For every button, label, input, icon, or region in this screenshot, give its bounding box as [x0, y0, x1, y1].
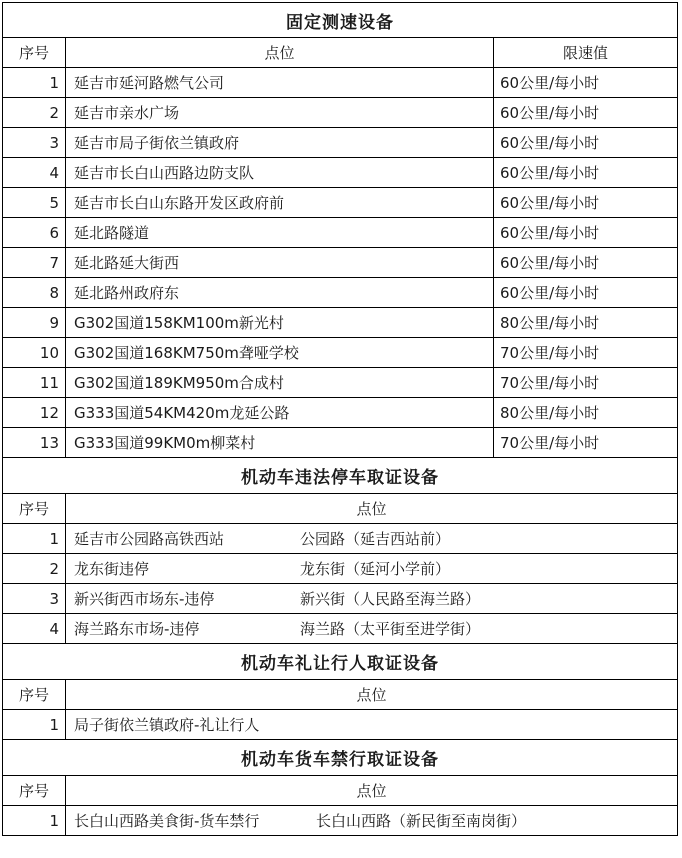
- location-name: 延吉市公园路高铁西站: [74, 530, 225, 548]
- speed-table-row: [2, 248, 678, 278]
- row-location: G302国道189KM950m合成村: [66, 368, 494, 397]
- truck-header-loc: 点位: [356, 782, 387, 800]
- truck-title-text: 机动车货车禁行取证设备: [241, 750, 439, 770]
- row-index: 7: [3, 248, 66, 277]
- yield-table-row: [2, 710, 678, 740]
- row-index: 2: [3, 98, 66, 127]
- truck-header-row: [2, 776, 678, 806]
- row-index: 4: [3, 614, 66, 643]
- row-index: 3: [3, 128, 66, 157]
- parking-section-title: [2, 458, 678, 494]
- parking-table-row: [2, 554, 678, 584]
- speed-title-text: 固定测速设备: [286, 12, 394, 33]
- road-segment: 龙东街（延河小学前）: [300, 560, 451, 578]
- speed-table-row: [2, 398, 678, 428]
- row-index: 1: [3, 68, 66, 97]
- row-location: G333国道54KM420m龙延公路: [66, 398, 494, 427]
- row-speed-limit: 60公里/每小时: [500, 254, 600, 272]
- row-speed-limit: 60公里/每小时: [500, 134, 600, 152]
- speed-table-row: [2, 218, 678, 248]
- speed-table-row: [2, 278, 678, 308]
- row-index: 11: [3, 368, 66, 397]
- location-name: 长白山西路美食街-货车禁行: [74, 812, 260, 830]
- yield-header-idx: 序号: [3, 680, 66, 709]
- location-name: 新兴街西市场东-违停: [74, 590, 215, 608]
- road-segment: 长白山西路（新民街至南岗街）: [316, 812, 527, 830]
- row-location: 延吉市延河路燃气公司: [66, 68, 494, 97]
- row-location: [66, 584, 677, 613]
- speed-table-row: [2, 188, 678, 218]
- row-location: 延吉市长白山西路边防支队: [66, 158, 494, 187]
- truck-table-body: [2, 806, 678, 836]
- row-index: 10: [3, 338, 66, 367]
- row-location: 延北路隧道: [66, 218, 494, 247]
- row-location: 延吉市亲水广场: [66, 98, 494, 127]
- row-location: [66, 614, 677, 643]
- parking-header-idx: 序号: [3, 494, 66, 523]
- speed-table-row: [2, 68, 678, 98]
- truck-header-idx: 序号: [3, 776, 66, 805]
- parking-table-row: [2, 614, 678, 644]
- yield-title-text: 机动车礼让行人取证设备: [241, 654, 439, 674]
- row-location: [66, 524, 677, 553]
- parking-table-row: [2, 524, 678, 554]
- row-index: 5: [3, 188, 66, 217]
- row-speed-limit: 60公里/每小时: [500, 284, 600, 302]
- truck-table-row: [2, 806, 678, 836]
- row-location: G302国道158KM100m新光村: [66, 308, 494, 337]
- speed-header-limit: 限速值: [562, 44, 608, 62]
- row-location: [66, 554, 677, 583]
- parking-table-body: [2, 524, 678, 644]
- speed-table-body: [2, 68, 678, 458]
- row-speed-limit: 60公里/每小时: [500, 194, 600, 212]
- location-name: 局子街依兰镇政府-礼让行人: [74, 716, 260, 734]
- yield-header-row: [2, 680, 678, 710]
- row-index: 2: [3, 554, 66, 583]
- row-index: 1: [3, 710, 66, 739]
- parking-header-loc: 点位: [356, 500, 387, 518]
- yield-header-loc: 点位: [356, 686, 387, 704]
- speed-table-row: [2, 338, 678, 368]
- parking-title-text: 机动车违法停车取证设备: [241, 468, 439, 488]
- row-location: G302国道168KM750m聋哑学校: [66, 338, 494, 367]
- equipment-document: [2, 2, 678, 836]
- row-location: 延吉市长白山东路开发区政府前: [66, 188, 494, 217]
- parking-table-row: [2, 584, 678, 614]
- row-speed-limit: 70公里/每小时: [500, 374, 600, 392]
- row-location: 延北路延大街西: [66, 248, 494, 277]
- row-index: 1: [3, 524, 66, 553]
- yield-table-body: [2, 710, 678, 740]
- row-location: 延北路州政府东: [66, 278, 494, 307]
- row-speed-limit: 80公里/每小时: [500, 314, 600, 332]
- speed-table-row: [2, 428, 678, 458]
- speed-header-row: [2, 38, 678, 68]
- parking-header-row: [2, 494, 678, 524]
- road-segment: 公园路（延吉西站前）: [300, 530, 451, 548]
- speed-table-row: [2, 368, 678, 398]
- speed-header-idx: 序号: [3, 38, 66, 67]
- row-speed-limit: 80公里/每小时: [500, 404, 600, 422]
- row-index: 6: [3, 218, 66, 247]
- row-index: 4: [3, 158, 66, 187]
- row-index: 1: [3, 806, 66, 835]
- location-name: 龙东街违停: [74, 560, 150, 578]
- row-location: 延吉市局子街依兰镇政府: [66, 128, 494, 157]
- row-speed-limit: 60公里/每小时: [500, 104, 600, 122]
- location-name: 海兰路东市场-违停: [74, 620, 200, 638]
- speed-table-row: [2, 98, 678, 128]
- speed-header-loc: 点位: [66, 38, 494, 67]
- speed-table-row: [2, 308, 678, 338]
- speed-section-title: [2, 2, 678, 38]
- row-location: G333国道99KM0m柳菜村: [66, 428, 494, 457]
- row-speed-limit: 70公里/每小时: [500, 434, 600, 452]
- row-index: 9: [3, 308, 66, 337]
- row-speed-limit: 60公里/每小时: [500, 164, 600, 182]
- row-index: 8: [3, 278, 66, 307]
- road-segment: 海兰路（太平街至进学街）: [300, 620, 481, 638]
- row-location: [66, 710, 677, 739]
- yield-section-title: [2, 644, 678, 680]
- row-index: 13: [3, 428, 66, 457]
- truck-section-title: [2, 740, 678, 776]
- speed-table-row: [2, 158, 678, 188]
- speed-table-row: [2, 128, 678, 158]
- row-speed-limit: 70公里/每小时: [500, 344, 600, 362]
- row-speed-limit: 60公里/每小时: [500, 224, 600, 242]
- road-segment: 新兴街（人民路至海兰路）: [300, 590, 481, 608]
- row-speed-limit: 60公里/每小时: [500, 74, 600, 92]
- row-location: [66, 806, 677, 835]
- row-index: 3: [3, 584, 66, 613]
- row-index: 12: [3, 398, 66, 427]
